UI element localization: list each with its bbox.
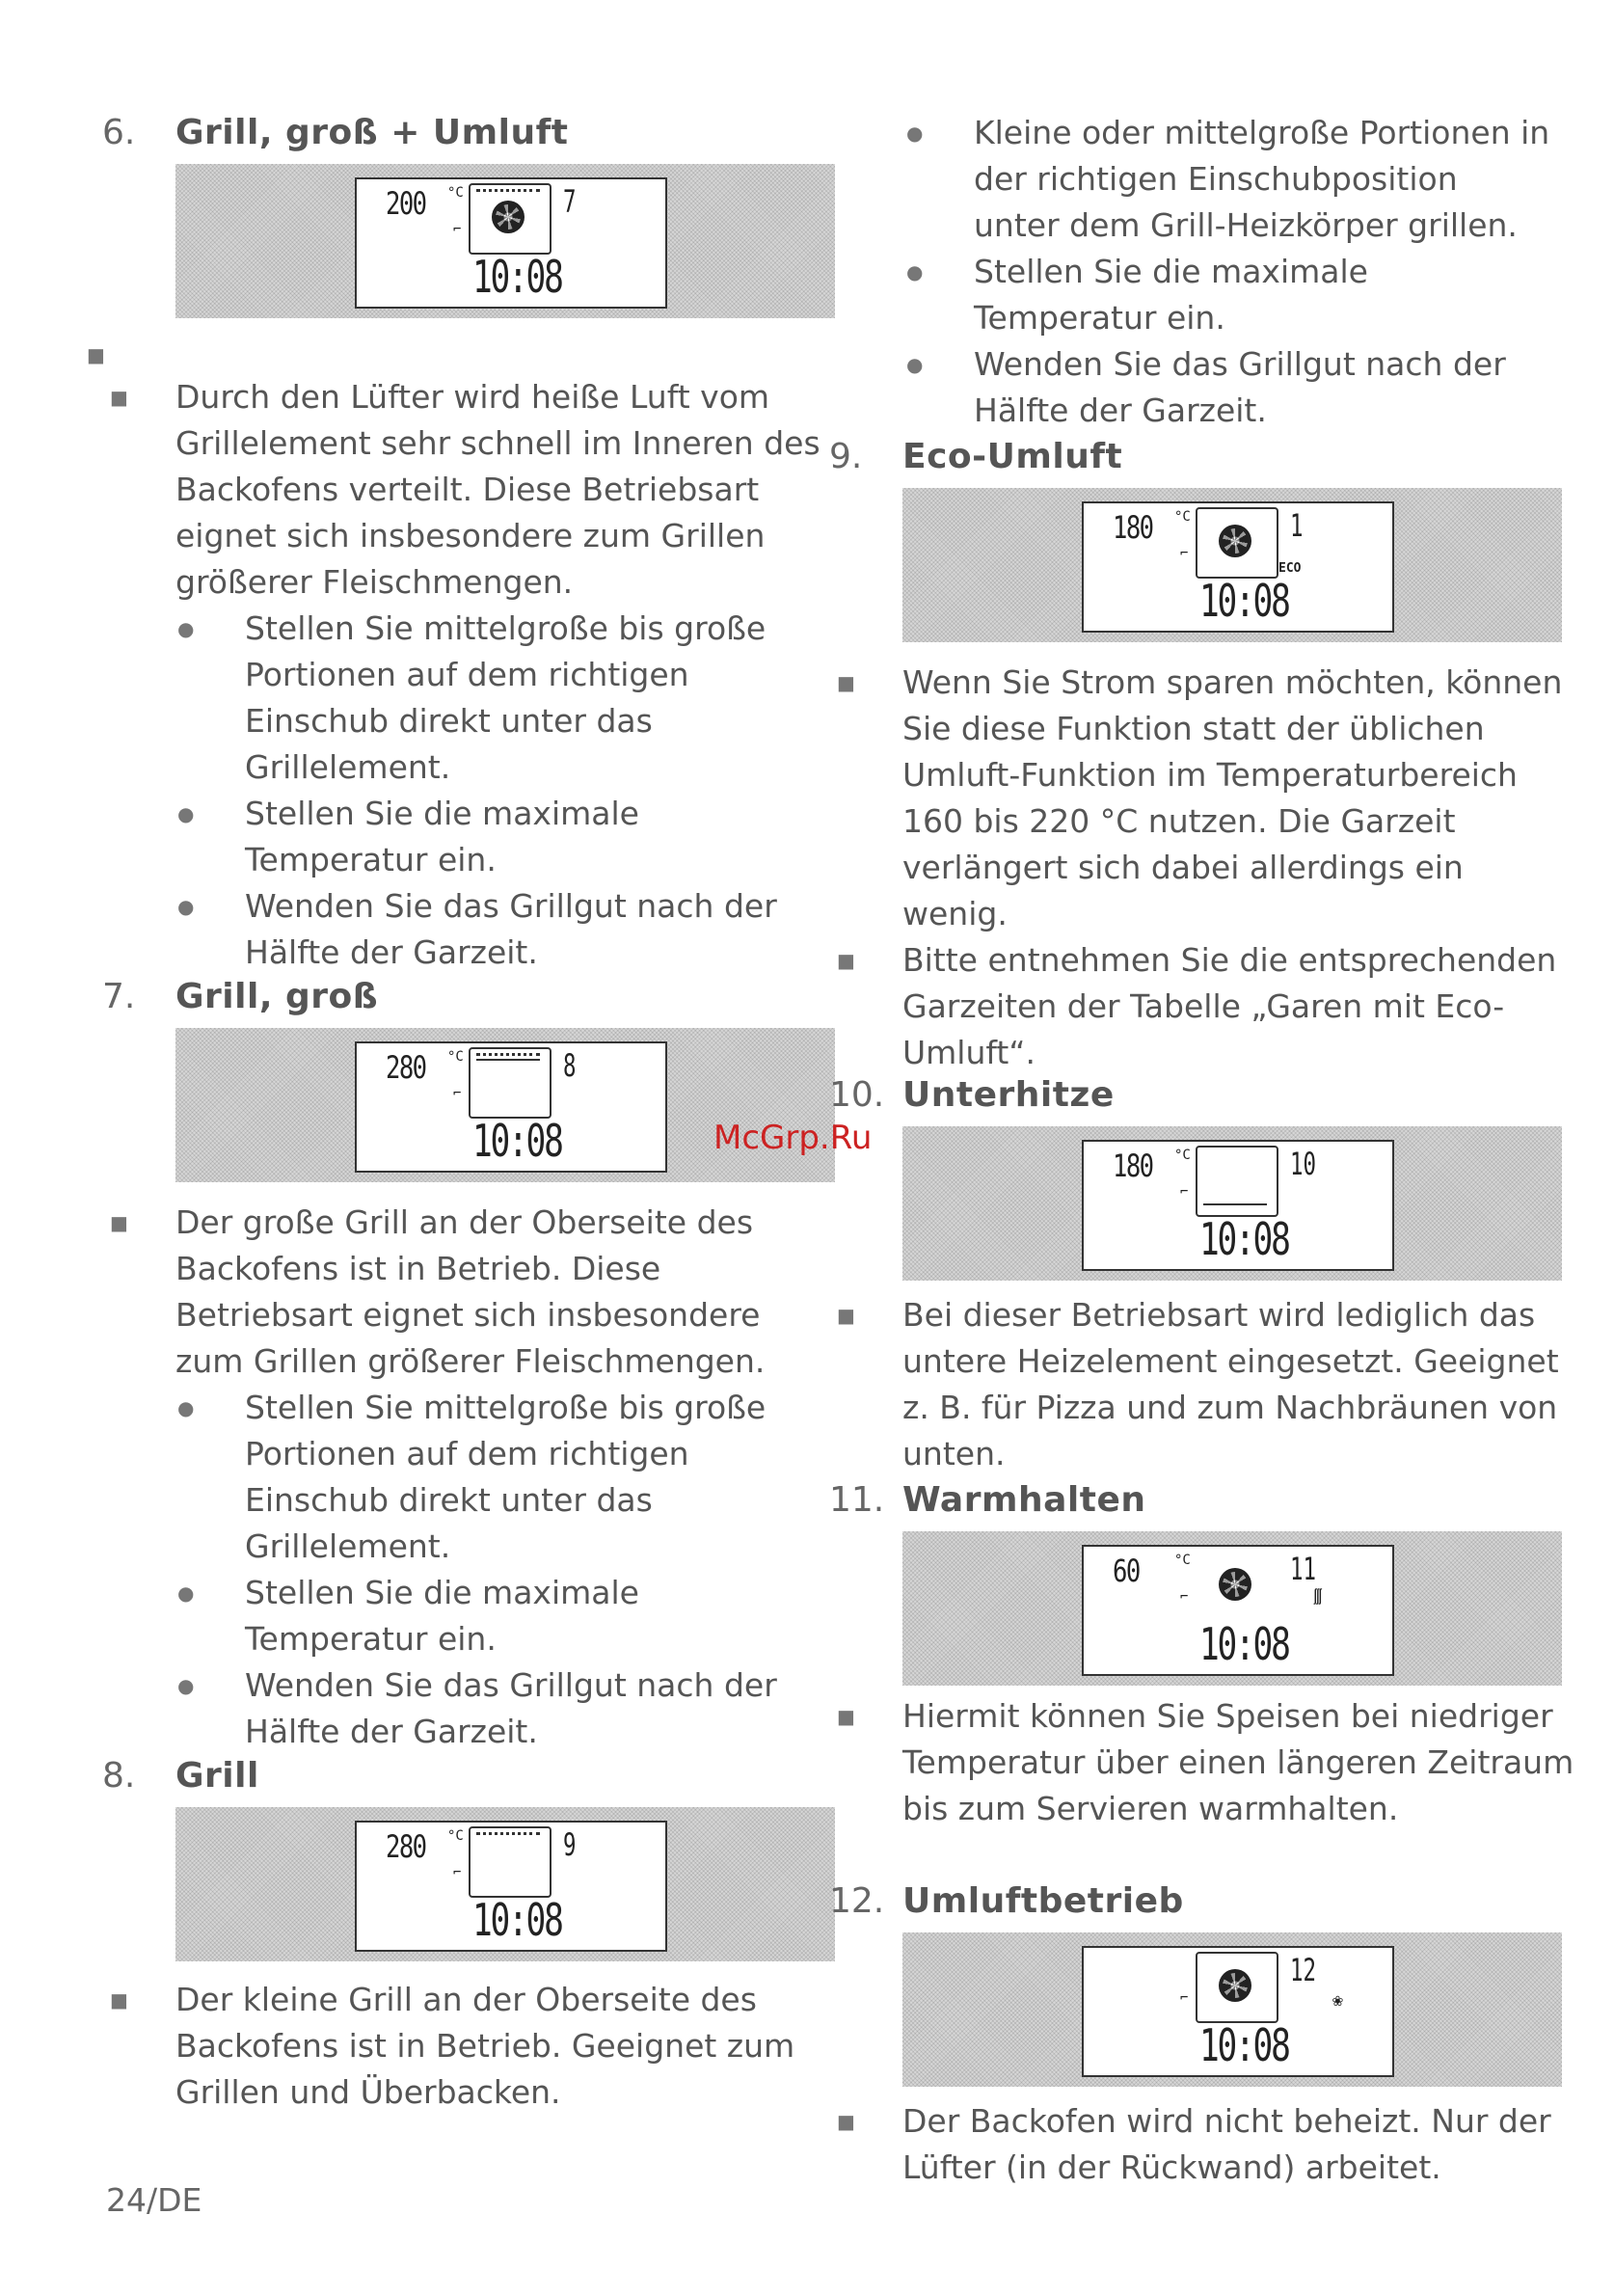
oven-display xyxy=(1082,1140,1394,1271)
bullet-icon: ■ xyxy=(110,1988,128,2012)
tip-item xyxy=(177,1385,823,1570)
tip-text: Wenden Sie das Grillgut nach der Hälfte der Garzeit. xyxy=(974,345,1506,429)
tip-item xyxy=(177,1570,823,1662)
tip-item xyxy=(177,883,823,976)
display-unit: °C xyxy=(1174,509,1191,525)
oven-display xyxy=(355,1821,667,1952)
bullet-icon: ■ xyxy=(110,1211,128,1234)
tip-item xyxy=(177,606,823,791)
section-12-paragraph xyxy=(837,2098,1577,2191)
display-panel xyxy=(902,1531,1562,1686)
section-10-paragraph xyxy=(837,1292,1577,1477)
section-8-paragraph xyxy=(110,1977,821,2116)
bullet-icon: ● xyxy=(177,1674,195,1697)
section-7-heading xyxy=(102,974,378,1020)
tip-item xyxy=(906,249,1552,341)
watermark: McGrp.Ru xyxy=(713,1119,873,1157)
bullet-icon: ● xyxy=(177,895,195,918)
section-number: 6. xyxy=(102,113,136,152)
bullet-icon: ● xyxy=(906,122,924,145)
display-panel xyxy=(175,1028,835,1182)
display-function-number: 8 xyxy=(563,1047,577,1084)
bullet-icon: ■ xyxy=(837,671,855,694)
tip-text: Wenden Sie das Grillgut nach der Hälfte der Garzeit. xyxy=(245,887,777,971)
tip-text: Stellen Sie die maximale Temperatur ein. xyxy=(245,795,639,878)
bottom-heat-icon xyxy=(1203,1203,1267,1205)
grill-element-icon xyxy=(476,1053,540,1056)
rack-icon: ⌐ xyxy=(1180,546,1189,561)
section-number: 8. xyxy=(102,1756,136,1796)
paragraph-text: Der große Grill an der Oberseite des Backofens ist in Betrieb. Diese Betriebsart eignet sich insbesondere zum Grillen größerer Fleischmengen. xyxy=(175,1203,766,1380)
display-panel xyxy=(902,488,1562,642)
section-11-heading xyxy=(829,1477,1146,1524)
tip-item xyxy=(906,341,1552,434)
display-panel xyxy=(175,164,835,318)
display-clock: 10:08 xyxy=(1199,1618,1289,1670)
section-9-paragraph xyxy=(837,660,1577,937)
tip-text: Stellen Sie die maximale Temperatur ein. xyxy=(974,253,1368,337)
oven-display xyxy=(1082,1946,1394,2077)
section-12-heading xyxy=(829,1878,1184,1925)
fan-icon xyxy=(1219,1969,1251,2002)
section-10-heading xyxy=(829,1072,1115,1119)
display-clock: 10:08 xyxy=(472,1115,562,1167)
grill-element-icon xyxy=(476,1059,540,1061)
bullet-icon: ● xyxy=(906,260,924,284)
oven-display xyxy=(1082,1545,1394,1676)
paragraph-text: Bei dieser Betriebsart wird lediglich das untere Heizelement eingesetzt. Geeignet z. B. für Pizza und zum Nachbräunen von unten. xyxy=(902,1296,1559,1472)
display-temperature: 180 xyxy=(1113,509,1153,546)
rack-icon: ⌐ xyxy=(453,222,462,237)
tip-text: Stellen Sie mittelgroße bis große Portionen auf dem richtigen Einschub direkt unter das Grillelement. xyxy=(245,609,767,786)
section-11-paragraph xyxy=(837,1693,1577,1832)
display-function-number: 1 xyxy=(1290,507,1304,544)
bullet-icon: ● xyxy=(177,1581,195,1605)
oven-display xyxy=(355,177,667,309)
display-panel xyxy=(175,1807,835,1961)
bullet-icon: ■ xyxy=(837,1304,855,1327)
section-number: 11. xyxy=(829,1480,885,1520)
section-6-heading xyxy=(102,110,569,156)
display-function-number: 7 xyxy=(563,183,577,220)
display-panel xyxy=(902,1932,1562,2087)
tip-text: Wenden Sie das Grillgut nach der Hälfte der Garzeit. xyxy=(245,1666,777,1750)
section-9-paragraph-2 xyxy=(837,937,1577,1076)
section-8-heading xyxy=(102,1753,259,1799)
display-clock: 10:08 xyxy=(1199,1213,1289,1265)
section-title: Umluftbetrieb xyxy=(902,1881,1184,1921)
tip-item xyxy=(177,1662,823,1755)
page-number: 24/DE xyxy=(106,2181,202,2219)
display-function-number: 12 xyxy=(1290,1952,1316,1988)
tip-text: Kleine oder mittelgroße Portionen in der richtigen Einschubposition unter dem Grill-Heizkörper grillen. xyxy=(974,114,1550,244)
display-unit: °C xyxy=(447,1049,464,1065)
grill-element-icon xyxy=(476,189,540,192)
section-number: 7. xyxy=(102,977,136,1016)
oven-cavity-icon xyxy=(469,1826,551,1898)
section-title: Grill, groß xyxy=(175,977,379,1016)
rack-icon: ⌐ xyxy=(453,1865,462,1880)
display-temperature: 60 xyxy=(1113,1553,1140,1589)
display-function-number: 9 xyxy=(563,1826,577,1863)
paragraph-text: Bitte entnehmen Sie die entsprechenden Garzeiten der Tabelle „Garen mit Eco-Umluft“. xyxy=(902,941,1557,1071)
bullet-icon: ● xyxy=(177,617,195,640)
tip-text: Stellen Sie die maximale Temperatur ein. xyxy=(245,1574,639,1658)
section-9-heading xyxy=(829,434,1122,480)
paragraph-text: Der Backofen wird nicht beheizt. Nur der Lüfter (in der Rückwand) arbeitet. xyxy=(902,2102,1551,2186)
paragraph-text: Hiermit können Sie Speisen bei niedriger Temperatur über einen längeren Zeitraum bis zum Servieren warmhalten. xyxy=(902,1697,1574,1827)
section-7-paragraph xyxy=(110,1200,821,1385)
warming-icon: ∭ xyxy=(1313,1587,1323,1606)
section-title: Grill xyxy=(175,1756,259,1796)
grill-element-icon xyxy=(476,1832,540,1835)
bullet-icon: ● xyxy=(177,1396,195,1419)
section-number: 9. xyxy=(829,437,863,476)
display-temperature: 180 xyxy=(1113,1148,1153,1184)
bullet-icon: ● xyxy=(177,802,195,825)
section-number: 12. xyxy=(829,1881,885,1921)
section-number: 10. xyxy=(829,1075,885,1115)
section-title: Eco-Umluft xyxy=(902,437,1123,476)
display-unit: °C xyxy=(447,185,464,201)
display-temperature: 200 xyxy=(386,185,426,222)
section-title: Unterhitze xyxy=(902,1075,1115,1115)
paragraph-text: Durch den Lüfter wird heiße Luft vom Grillelement sehr schnell im Inneren des Backofens verteilt. Diese Betriebsart eignet sich insbesondere zum Grillen größerer Fleischmengen. xyxy=(175,378,820,601)
display-temperature: 280 xyxy=(386,1828,426,1865)
bullet-icon: ■ xyxy=(110,386,128,409)
paragraph-text: Der kleine Grill an der Oberseite des Backofens ist in Betrieb. Geeignet zum Grillen und Überbacken. xyxy=(175,1981,795,2111)
fan-icon xyxy=(492,201,525,233)
bullet-icon: ● xyxy=(906,353,924,376)
display-temperature: 280 xyxy=(386,1049,426,1086)
rack-icon: ⌐ xyxy=(1180,1589,1189,1605)
display-function-number: 11 xyxy=(1290,1551,1316,1587)
rack-icon: ⌐ xyxy=(1180,1184,1189,1200)
fan-icon xyxy=(1219,525,1251,557)
bullet-icon: ■ xyxy=(837,1705,855,1728)
display-unit: °C xyxy=(1174,1148,1191,1163)
display-unit: °C xyxy=(447,1828,464,1844)
bullet-icon: ■ xyxy=(837,949,855,972)
display-function-number: 10 xyxy=(1290,1146,1316,1182)
bullet-icon: ■ xyxy=(87,343,105,366)
display-clock: 10:08 xyxy=(472,251,562,303)
tip-item xyxy=(177,791,823,883)
section-6-paragraph xyxy=(110,374,821,606)
rack-icon: ⌐ xyxy=(453,1086,462,1101)
display-clock: 10:08 xyxy=(472,1894,562,1946)
section-title: Grill, groß + Umluft xyxy=(175,113,569,152)
rack-icon: ⌐ xyxy=(1180,1990,1189,2006)
display-unit: °C xyxy=(1174,1553,1191,1568)
eco-indicator: ECO xyxy=(1278,561,1302,576)
fan-only-icon: ❀ xyxy=(1332,1990,1343,2011)
display-clock: 10:08 xyxy=(1199,575,1289,627)
oven-cavity-icon xyxy=(1196,1146,1278,1217)
oven-display xyxy=(355,1041,667,1173)
tip-text: Stellen Sie mittelgroße bis große Portionen auf dem richtigen Einschub direkt unter das Grillelement. xyxy=(245,1389,767,1565)
tip-item xyxy=(906,110,1552,249)
fan-icon xyxy=(1219,1568,1251,1601)
display-clock: 10:08 xyxy=(1199,2019,1289,2071)
paragraph-text: Wenn Sie Strom sparen möchten, können Sie diese Funktion statt der üblichen Umluft-Funktion im Temperaturbereich 160 bis 220 °C nutzen. Die Garzeit verlängert sich dabei allerdings ein wenig. xyxy=(902,663,1563,932)
display-panel xyxy=(902,1126,1562,1281)
section-title: Warmhalten xyxy=(902,1480,1146,1520)
oven-display xyxy=(1082,501,1394,633)
bullet-icon: ■ xyxy=(837,2110,855,2133)
